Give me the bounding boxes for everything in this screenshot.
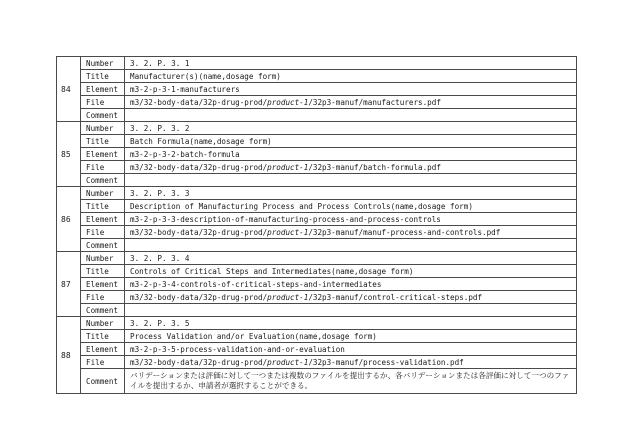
number-value: 3. 2. P. 3. 3 — [125, 187, 577, 200]
file-path — [125, 291, 577, 304]
element-value: m3-2-p-3-2-batch-formula — [125, 148, 577, 161]
field-label-comment: Comment — [81, 304, 125, 317]
field-label-number: Number — [81, 317, 125, 330]
field-label-file: File — [81, 356, 125, 369]
file-path-suffix: /32p3-manuf/manufacturers.pdf — [308, 97, 441, 107]
table-row — [57, 187, 577, 200]
file-path-suffix: /32p3-manuf/batch-formula.pdf — [308, 162, 441, 172]
table-row — [57, 356, 577, 369]
table-row — [57, 96, 577, 109]
table-row — [57, 135, 577, 148]
title-value: Description of Manufacturing Process and Process Controls(name,dosage form) — [125, 200, 577, 213]
field-label-title: Title — [81, 135, 125, 148]
element-value: m3-2-p-3-1-manufacturers — [125, 83, 577, 96]
field-label-comment: Comment — [81, 109, 125, 122]
table-row — [57, 265, 577, 278]
number-value: 3. 2. P. 3. 5 — [125, 317, 577, 330]
field-label-comment: Comment — [81, 369, 125, 394]
field-label-element: Element — [81, 343, 125, 356]
element-value: m3-2-p-3-5-process-validation-and-or-evaluation — [125, 343, 577, 356]
file-path-suffix: /32p3-manuf/control-critical-steps.pdf — [308, 292, 483, 302]
file-path-product: product-1 — [267, 162, 309, 172]
table-row — [57, 291, 577, 304]
ctd-element-table — [56, 56, 577, 394]
comment-value — [125, 239, 577, 252]
field-label-element: Element — [81, 278, 125, 291]
table-row — [57, 317, 577, 330]
field-label-element: Element — [81, 148, 125, 161]
field-label-number: Number — [81, 187, 125, 200]
table-row — [57, 343, 577, 356]
table-row — [57, 304, 577, 317]
file-path — [125, 356, 577, 369]
table-row — [57, 122, 577, 135]
row-index: 88 — [57, 317, 81, 394]
file-path-prefix: m3/32-body-data/32p-drug-prod/ — [130, 97, 268, 107]
field-label-element: Element — [81, 83, 125, 96]
table-row — [57, 226, 577, 239]
table-row — [57, 70, 577, 83]
element-value: m3-2-p-3-3-description-of-manufacturing-process-and-process-controls — [125, 213, 577, 226]
row-index: 86 — [57, 187, 81, 252]
file-path-prefix: m3/32-body-data/32p-drug-prod/ — [130, 357, 268, 367]
row-index: 84 — [57, 57, 81, 122]
table-row — [57, 252, 577, 265]
field-label-number: Number — [81, 57, 125, 70]
table-row — [57, 278, 577, 291]
comment-value — [125, 304, 577, 317]
file-path-prefix: m3/32-body-data/32p-drug-prod/ — [130, 162, 268, 172]
table-row — [57, 200, 577, 213]
field-label-file: File — [81, 161, 125, 174]
file-path — [125, 96, 577, 109]
comment-value — [125, 109, 577, 122]
file-path-product: product-1 — [267, 97, 309, 107]
table-row — [57, 57, 577, 70]
table-row — [57, 109, 577, 122]
table-row — [57, 369, 577, 394]
element-value: m3-2-p-3-4-controls-of-critical-steps-and-intermediates — [125, 278, 577, 291]
file-path-product: product-1 — [267, 227, 309, 237]
table-row — [57, 148, 577, 161]
table-row — [57, 174, 577, 187]
field-label-comment: Comment — [81, 174, 125, 187]
table-row — [57, 161, 577, 174]
file-path — [125, 226, 577, 239]
number-value: 3. 2. P. 3. 4 — [125, 252, 577, 265]
file-path — [125, 161, 577, 174]
field-label-title: Title — [81, 200, 125, 213]
field-label-number: Number — [81, 252, 125, 265]
file-path-product: product-1 — [267, 357, 309, 367]
table-row — [57, 83, 577, 96]
comment-value: バリデーションまたは評価に対して一つまたは複数のファイルを提出するか、各バリデーションまたは各評価に対して一つのファイルを提出するか、申請者が選択することができる。 — [125, 369, 577, 394]
field-label-file: File — [81, 226, 125, 239]
field-label-title: Title — [81, 70, 125, 83]
file-path-prefix: m3/32-body-data/32p-drug-prod/ — [130, 292, 268, 302]
field-label-title: Title — [81, 265, 125, 278]
title-value: Process Validation and/or Evaluation(name,dosage form) — [125, 330, 577, 343]
field-label-file: File — [81, 96, 125, 109]
number-value: 3. 2. P. 3. 1 — [125, 57, 577, 70]
number-value: 3. 2. P. 3. 2 — [125, 122, 577, 135]
table-row — [57, 213, 577, 226]
file-path-suffix: /32p3-manuf/process-validation.pdf — [308, 357, 464, 367]
file-path-prefix: m3/32-body-data/32p-drug-prod/ — [130, 227, 268, 237]
title-value: Manufacturer(s)(name,dosage form) — [125, 70, 577, 83]
file-path-suffix: /32p3-manuf/manuf-process-and-controls.pdf — [308, 227, 501, 237]
field-label-comment: Comment — [81, 239, 125, 252]
row-index: 85 — [57, 122, 81, 187]
field-label-file: File — [81, 291, 125, 304]
title-value: Batch Formula(name,dosage form) — [125, 135, 577, 148]
comment-value — [125, 174, 577, 187]
title-value: Controls of Critical Steps and Intermediates(name,dosage form) — [125, 265, 577, 278]
row-index: 87 — [57, 252, 81, 317]
field-label-number: Number — [81, 122, 125, 135]
field-label-element: Element — [81, 213, 125, 226]
table-row — [57, 330, 577, 343]
table-row — [57, 239, 577, 252]
file-path-product: product-1 — [267, 292, 309, 302]
field-label-title: Title — [81, 330, 125, 343]
